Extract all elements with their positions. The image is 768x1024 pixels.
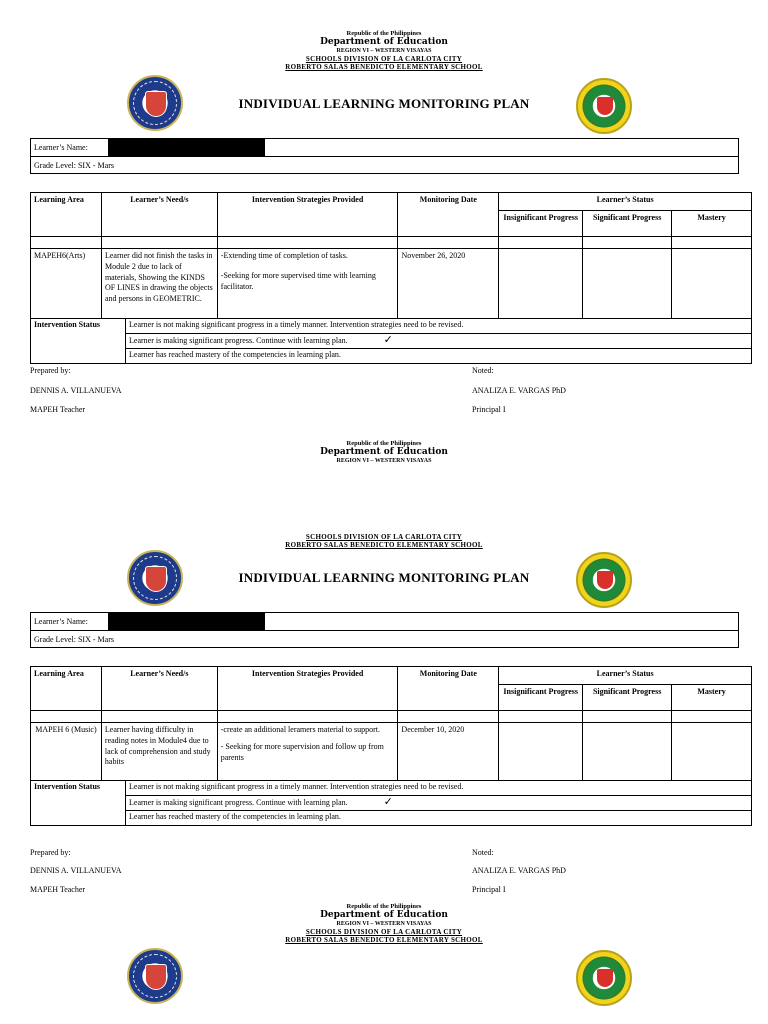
- deped-seal-icon: [127, 948, 183, 1004]
- grade-level-label: Grade Level: SIX - Mars: [34, 634, 114, 644]
- col-needs-header: Learner’s Need/s: [101, 667, 217, 711]
- school-text: ROBERTO SALAS BENEDICTO ELEMENTARY SCHOOL: [285, 62, 483, 71]
- school-seal-icon: [576, 950, 632, 1006]
- header-block-2b: [0, 533, 768, 549]
- col-date-header: Monitoring Date: [398, 667, 499, 711]
- col-significant-header: Significant Progress: [583, 211, 672, 237]
- school-text: ROBERTO SALAS BENEDICTO ELEMENTARY SCHOOL: [285, 935, 483, 944]
- region-text: REGION VI – WESTERN VISAYAS: [336, 920, 432, 927]
- col-date-header: Monitoring Date: [398, 193, 499, 237]
- division-text: SCHOOLS DIVISION OF LA CARLOTA CITY: [305, 54, 463, 63]
- preparer-name: DENNIS A. VILLANUEVA: [30, 386, 122, 395]
- grade-level-row: [31, 156, 738, 173]
- intervention-status-label: Intervention Status: [31, 319, 126, 364]
- col-significant-header: Significant Progress: [583, 685, 672, 711]
- table-row: [31, 723, 752, 781]
- col-insignificant-header: Insignificant Progress: [499, 685, 583, 711]
- noted-label: Noted:: [472, 848, 494, 857]
- grade-level-label: Grade Level: SIX - Mars: [34, 160, 114, 170]
- col-needs-header: Learner’s Need/s: [101, 193, 217, 237]
- col-status-header: Learner’s Status: [499, 193, 752, 211]
- redacted-name: [108, 139, 265, 157]
- republic-text: Republic of the Philippines: [346, 440, 422, 447]
- preparer-role: MAPEH Teacher: [30, 885, 86, 894]
- strategy-cell: [217, 723, 398, 781]
- header-block-2: [0, 440, 768, 465]
- strategy-cell: [217, 249, 398, 319]
- region-text: REGION VI – WESTERN VISAYAS: [336, 47, 432, 54]
- needs-cell: Learner did not finish the tasks in Module 2 due to lack of materials, Showing the KINDS OF LINES in drawing the objects and persons in GEOMETRIC.: [101, 249, 217, 319]
- checkmark-icon: ✓: [383, 333, 393, 346]
- learner-name-label: Learner’s Name:: [34, 617, 88, 626]
- col-status-header: Learner’s Status: [499, 667, 752, 685]
- intervention-status-table-2: [30, 780, 752, 826]
- prepared-by-label: Prepared by:: [30, 848, 71, 857]
- strategy-line: -Seeking for more supervised time with learning facilitator.: [220, 270, 376, 291]
- status-option: Learner is making significant progress. Continue with learning plan. ✓: [126, 334, 752, 349]
- department-text: Department of Education: [320, 447, 448, 458]
- col-strategy-header: Intervention Strategies Provided: [217, 193, 398, 237]
- principal-role: Principal I: [472, 885, 506, 894]
- republic-text: Republic of the Philippines: [346, 30, 422, 37]
- area-cell: MAPEH 6 (Music): [31, 723, 102, 781]
- header-block-3: [0, 903, 768, 944]
- intervention-status-table-1: [30, 318, 752, 364]
- strategy-line: -Extending time of completion of tasks.: [220, 251, 348, 260]
- division-text: SCHOOLS DIVISION OF LA CARLOTA CITY: [305, 927, 463, 936]
- intervention-status-label: Intervention Status: [31, 781, 126, 826]
- checkmark-icon: ✓: [383, 795, 393, 808]
- strategy-line: - Seeking for more supervision and follow up from parents: [220, 741, 384, 762]
- preparer-name: DENNIS A. VILLANUEVA: [30, 866, 122, 875]
- strategy-line: -create an additional leramers material to support.: [220, 725, 381, 734]
- prepared-by-label: Prepared by:: [30, 366, 71, 375]
- status-option: Learner has reached mastery of the competencies in learning plan.: [126, 349, 752, 364]
- learner-info-box: [30, 138, 739, 174]
- status-option: Learner has reached mastery of the competencies in learning plan.: [126, 811, 752, 826]
- principal-role: Principal I: [472, 405, 506, 414]
- division-text: SCHOOLS DIVISION OF LA CARLOTA CITY: [305, 533, 463, 541]
- date-cell: November 26, 2020: [398, 249, 499, 319]
- plan-table-1: [30, 192, 752, 319]
- school-text: ROBERTO SALAS BENEDICTO ELEMENTARY SCHOOL: [285, 541, 483, 550]
- learner-name-label: Learner’s Name:: [34, 143, 88, 152]
- plan-table-2: [30, 666, 752, 781]
- learner-name-row: [31, 613, 738, 630]
- page-title: INDIVIDUAL LEARNING MONITORING PLAN: [238, 96, 530, 111]
- preparer-role: MAPEH Teacher: [30, 405, 86, 414]
- learner-name-row: [31, 139, 738, 156]
- grade-level-row: [31, 630, 738, 647]
- department-text: Department of Education: [320, 910, 448, 921]
- department-text: Department of Education: [320, 37, 448, 48]
- col-mastery-header: Mastery: [672, 685, 752, 711]
- status-option: Learner is not making significant progress in a timely manner. Intervention strategies need to be revised.: [126, 781, 752, 796]
- col-strategy-header: Intervention Strategies Provided: [217, 667, 398, 711]
- noted-label: Noted:: [472, 366, 494, 375]
- principal-name: ANALIZA E. VARGAS PhD: [472, 866, 566, 875]
- area-cell: MAPEH6(Arts): [31, 249, 102, 319]
- status-option: Learner is not making significant progress in a timely manner. Intervention strategies need to be revised.: [126, 319, 752, 334]
- republic-text: Republic of the Philippines: [346, 903, 422, 910]
- col-area-header: Learning Area: [31, 193, 102, 237]
- col-insignificant-header: Insignificant Progress: [499, 211, 583, 237]
- col-area-header: Learning Area: [31, 667, 102, 711]
- redacted-name: [108, 613, 265, 631]
- table-row: [31, 249, 752, 319]
- col-mastery-header: Mastery: [672, 211, 752, 237]
- page-title: INDIVIDUAL LEARNING MONITORING PLAN: [238, 570, 530, 585]
- needs-cell: Learner having difficulty in reading notes in Module4 due to lack of comprehension and study habits: [101, 723, 217, 781]
- learner-info-box: [30, 612, 739, 648]
- status-option: Learner is making significant progress. Continue with learning plan. ✓: [126, 796, 752, 811]
- principal-name: ANALIZA E. VARGAS PhD: [472, 386, 566, 395]
- date-cell: December 10, 2020: [398, 723, 499, 781]
- header-block-1: [0, 30, 768, 71]
- region-text: REGION VI – WESTERN VISAYAS: [336, 457, 432, 464]
